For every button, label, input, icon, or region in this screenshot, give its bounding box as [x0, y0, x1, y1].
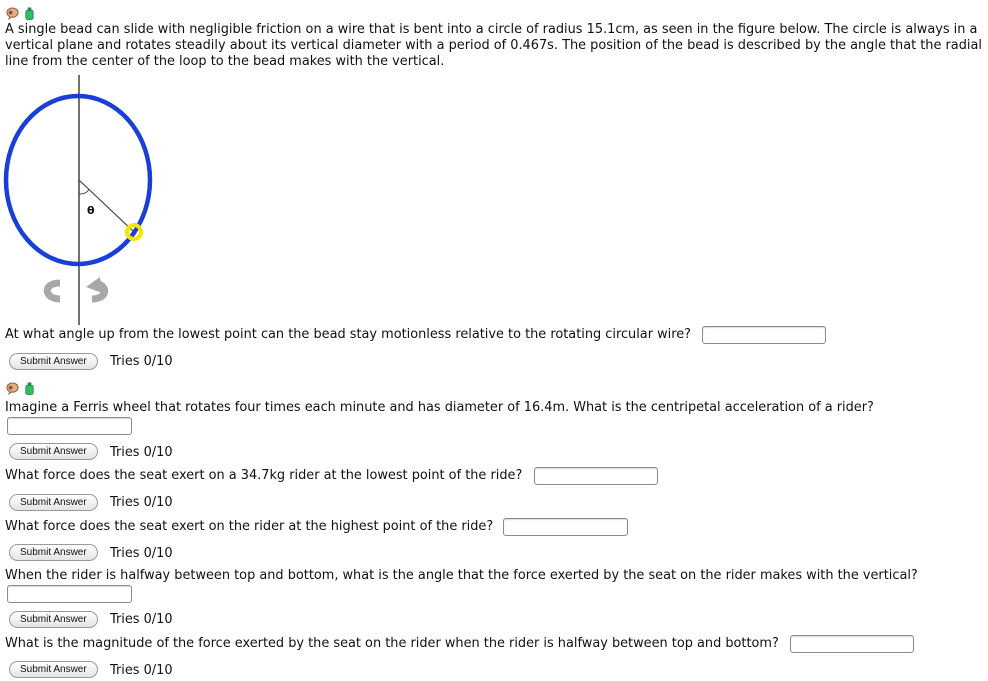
problem2-partD-input[interactable] — [7, 585, 132, 603]
problem1-question: At what angle up from the lowest point can the bead stay motionless relative to the rotating circular wire? — [5, 327, 692, 342]
rotating-wire-figure — [0, 75, 160, 327]
problem2-partB-submit-button[interactable]: Submit Answer — [9, 494, 98, 511]
problem2-partC-tries: Tries 0/10 — [110, 546, 173, 561]
problem2-partA-tries: Tries 0/10 — [110, 445, 173, 460]
problem2-partA-submit-button[interactable]: Submit Answer — [9, 443, 98, 460]
help-bubble-icon[interactable] — [6, 7, 19, 20]
problem1-answer-input[interactable] — [702, 326, 826, 344]
problem2-partC-submit-button[interactable]: Submit Answer — [9, 544, 98, 561]
problem2-partD-question: When the rider is halfway between top and bottom, what is the angle that the force exerted by the seat on the rider makes with the vertical? — [5, 568, 918, 583]
problem2-partE-input[interactable] — [790, 635, 914, 653]
problem2-icons — [6, 379, 36, 397]
problem1-tries: Tries 0/10 — [110, 354, 173, 369]
hint-bottle-icon[interactable] — [23, 7, 36, 20]
problem2-partB-input[interactable] — [534, 467, 658, 485]
theta-label: θ — [87, 204, 95, 217]
help-bubble-icon[interactable] — [6, 382, 19, 395]
rotation-arrow-icon — [47, 277, 104, 299]
problem2-partE-question: What is the magnitude of the force exerted by the seat on the rider when the rider is halfway between top and bottom? — [5, 636, 779, 651]
problem2-partB-tries: Tries 0/10 — [110, 495, 173, 510]
problem1-icons — [6, 4, 36, 22]
problem2-partB-question: What force does the seat exert on a 34.7kg rider at the lowest point of the ride? — [5, 468, 523, 483]
hint-bottle-icon[interactable] — [23, 382, 36, 395]
angle-arc — [79, 189, 89, 194]
problem2-partC-question: What force does the seat exert on the rider at the highest point of the ride? — [5, 519, 494, 534]
problem2-partD-submit-button[interactable]: Submit Answer — [9, 611, 98, 628]
problem2-partE-submit-button[interactable]: Submit Answer — [9, 661, 98, 678]
problem1-submit-button[interactable]: Submit Answer — [9, 353, 98, 370]
problem2-partD-tries: Tries 0/10 — [110, 612, 173, 627]
problem2-partC-input[interactable] — [503, 518, 628, 536]
problem2-intro: Imagine a Ferris wheel that rotates four times each minute and has diameter of 16.4m. What is the centripetal acceleration of a rider? — [5, 400, 874, 415]
problem1-text: A single bead can slide with negligible friction on a wire that is bent into a circle of radius 15.1cm, as seen in the figure below. The circle is always in a vertical plane and rotates steadily about its vertical diameter with a period of 0.467s. The position of the bead is described by the angle that the radial line from the center of the loop to the bead makes with the vertical. — [5, 22, 982, 69]
problem2-partE-tries: Tries 0/10 — [110, 663, 173, 678]
problem2-partA-input[interactable] — [7, 417, 132, 435]
